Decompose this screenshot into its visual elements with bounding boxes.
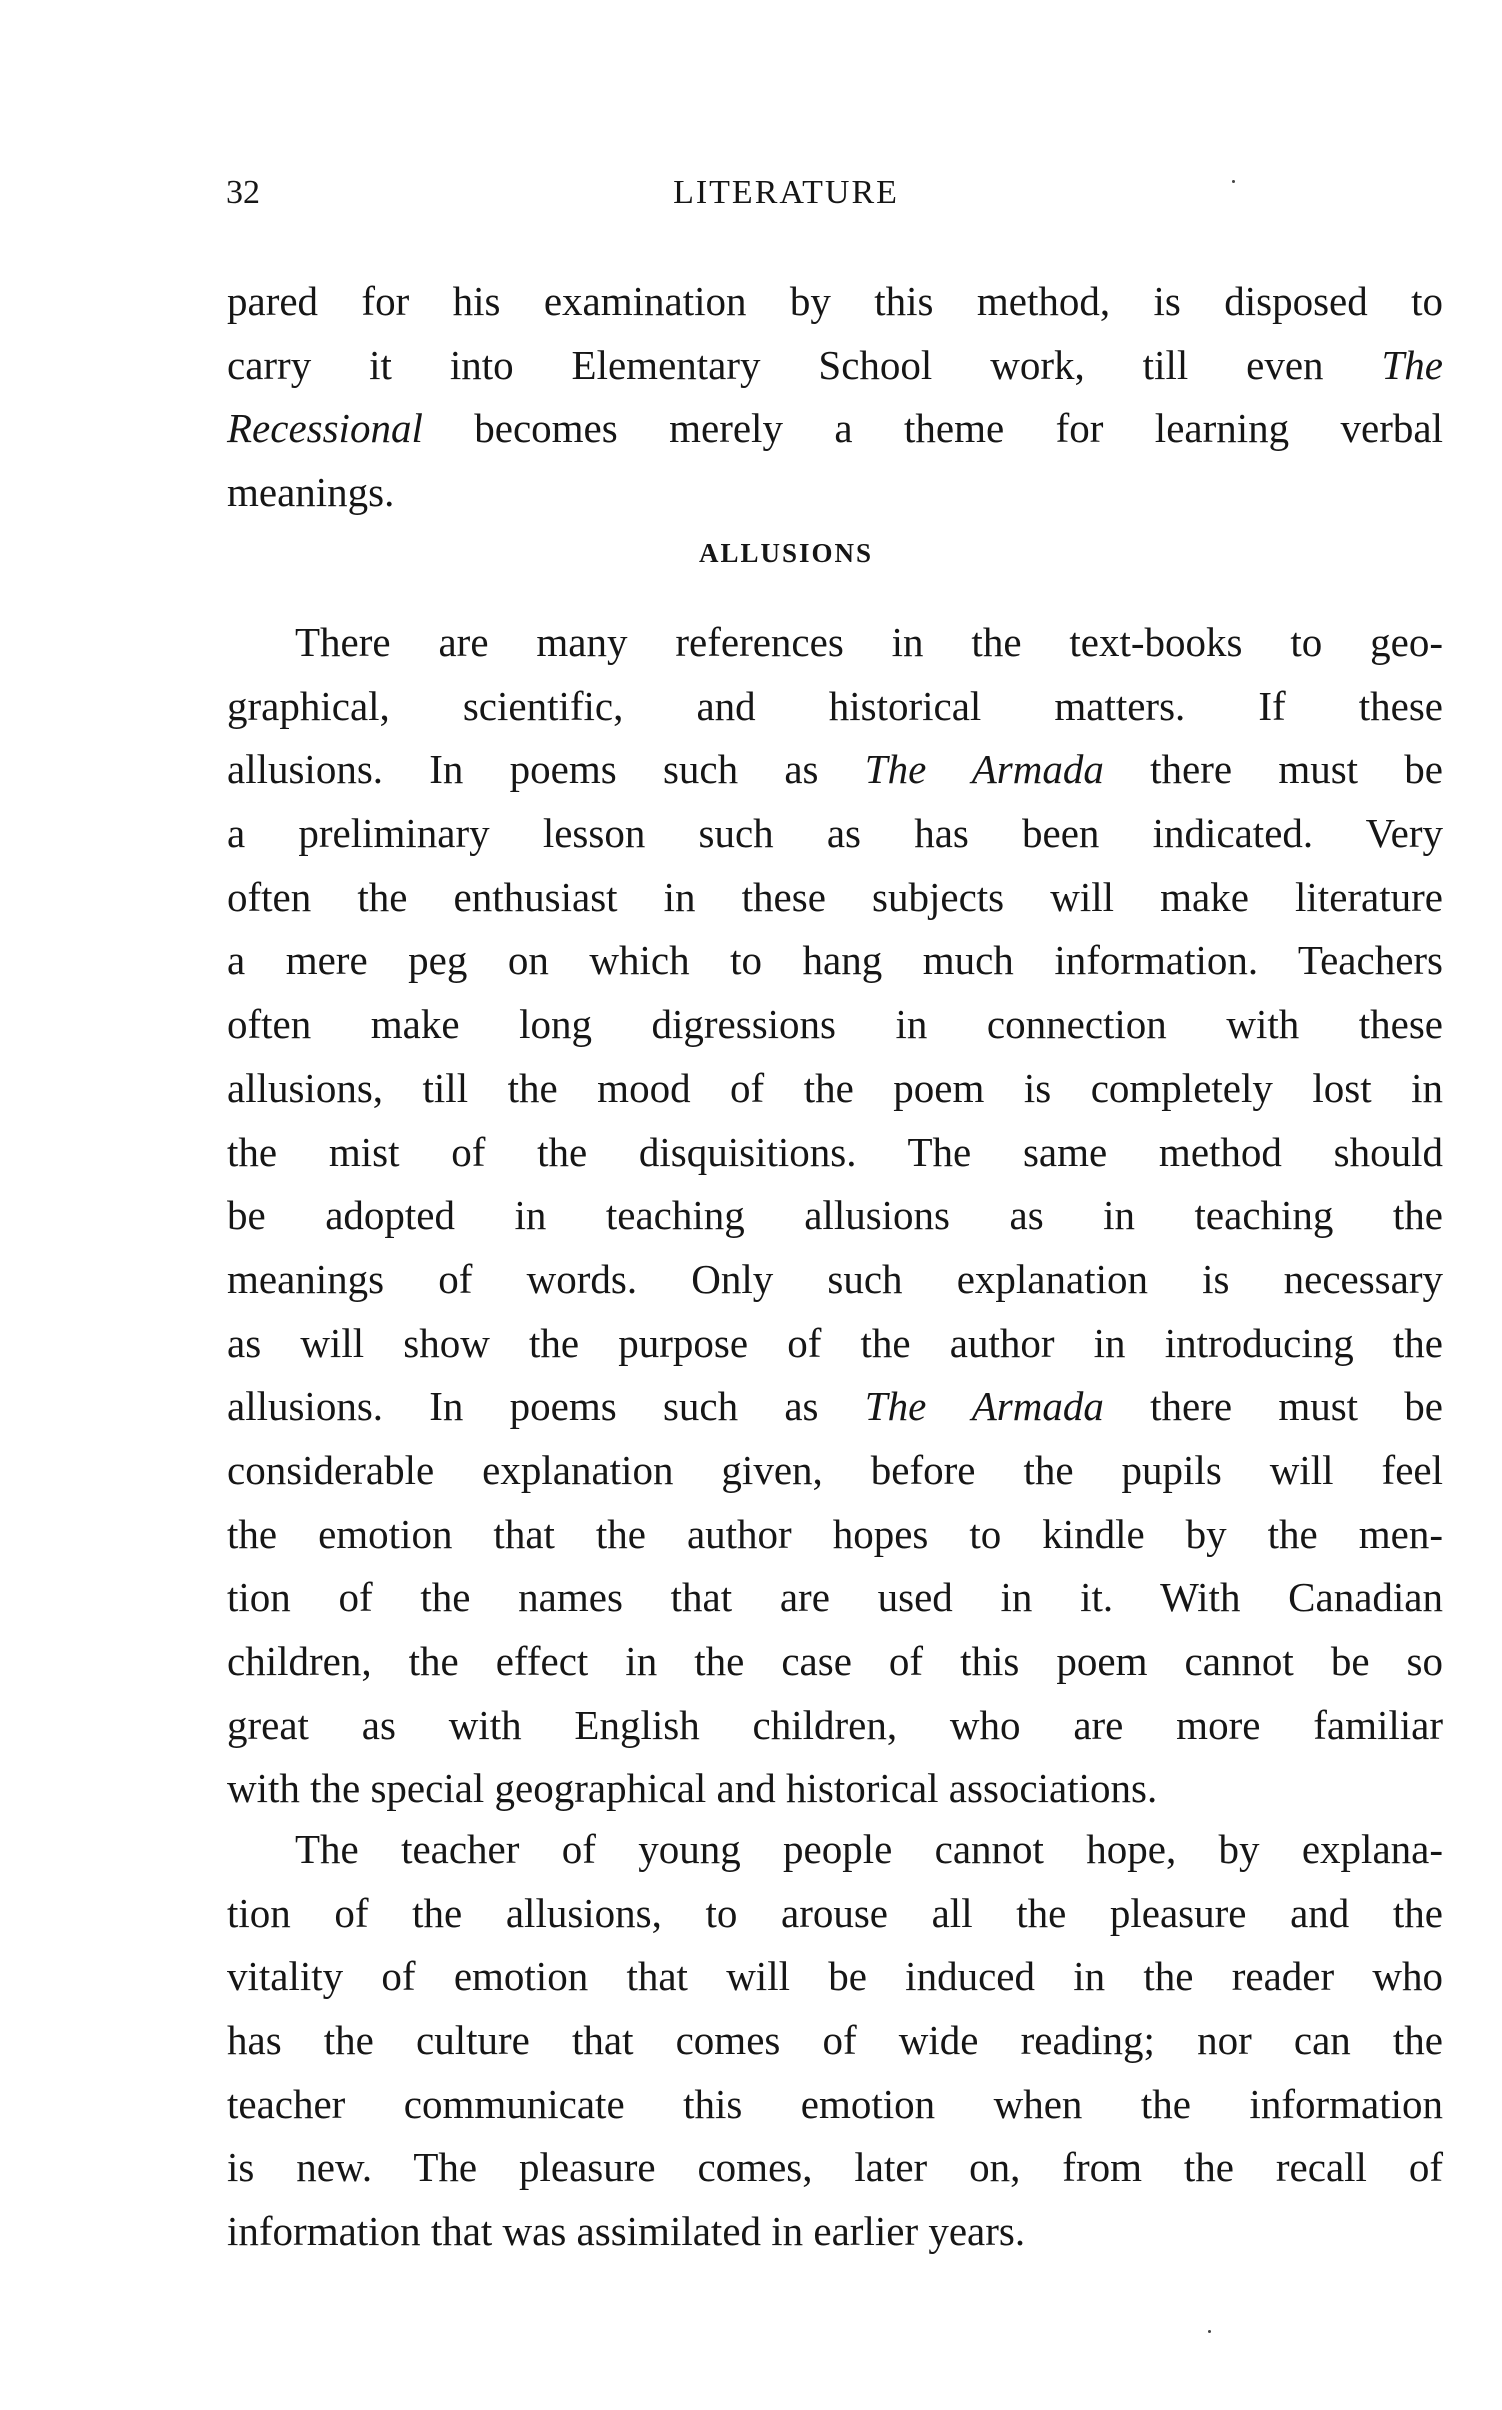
text-segment: carry it into Elementary School work, till even: [227, 341, 1382, 388]
text-segment: allusions. In poems such as: [227, 1383, 865, 1430]
text-line: [227, 1882, 1443, 1946]
text-line: [227, 1121, 1443, 1185]
text-segment: be adopted in teaching allusions as in teaching the: [227, 1192, 1443, 1239]
text-segment: There are many references in the text-books to geo-: [295, 619, 1443, 665]
text-line: [227, 802, 1443, 866]
text-line: [227, 1694, 1443, 1758]
text-segment: allusions, till the mood of the poem is completely lost in: [227, 1064, 1443, 1111]
print-speck: [1208, 2330, 1211, 2333]
text-line: [227, 1503, 1443, 1567]
text-line: [227, 1057, 1443, 1121]
text-line: [227, 675, 1443, 739]
running-title: LITERATURE: [673, 174, 899, 211]
text-segment: The teacher of young people cannot hope, by explana-: [295, 1826, 1443, 1872]
text-segment: is new. The pleasure comes, later on, from the recall of: [227, 2144, 1443, 2191]
text-segment: meanings.: [227, 469, 395, 516]
page-number: 32: [226, 174, 260, 211]
text-segment: allusions. In poems such as: [227, 746, 865, 793]
text-line: [227, 461, 1443, 525]
text-segment: becomes merely a theme for learning verbal: [422, 405, 1443, 452]
text-segment: teacher communicate this emotion when the information: [227, 2080, 1443, 2127]
text-segment: meanings of words. Only such explanation is necessary: [227, 1255, 1443, 1302]
text-line: [227, 1757, 1443, 1821]
text-line: [227, 2200, 1443, 2264]
text-segment: there must be: [1103, 1383, 1443, 1430]
text-line: [227, 1248, 1443, 1312]
text-segment: has the culture that comes of wide reading; nor can the: [227, 2017, 1443, 2064]
text-line: [227, 993, 1443, 1057]
text-line: [227, 1566, 1443, 1630]
text-line: [227, 1818, 1443, 1882]
text-segment: great as with English children, who are more familiar: [227, 1701, 1443, 1748]
text-line: [227, 929, 1443, 993]
text-segment: there must be: [1103, 746, 1443, 793]
text-line: [227, 2073, 1443, 2137]
text-segment: graphical, scientific, and historical matters. If these: [227, 682, 1443, 729]
section-heading: ALLUSIONS: [698, 538, 874, 568]
text-segment: with the special geographical and historical associations.: [227, 1765, 1158, 1812]
text-segment: pared for his examination by this method, is disposed to: [227, 278, 1443, 324]
text-segment: a preliminary lesson such as has been indicated. Very: [227, 810, 1443, 857]
text-line: [227, 270, 1443, 334]
text-line: [227, 1945, 1443, 2009]
print-speck: [1232, 180, 1235, 183]
text-line: [227, 1439, 1443, 1503]
text-line: [227, 1184, 1443, 1248]
text-segment: often the enthusiast in these subjects will make literature: [227, 873, 1443, 920]
text-segment: the emotion that the author hopes to kindle by the men-: [227, 1510, 1443, 1557]
text-line: [227, 2136, 1443, 2200]
text-segment: information that was assimilated in earlier years.: [227, 2208, 1026, 2255]
text-segment: a mere peg on which to hang much information. Teachers: [227, 937, 1443, 984]
text-segment: tion of the names that are used in it. With Canadian: [227, 1574, 1443, 1621]
text-segment: often make long digressions in connection with these: [227, 1001, 1443, 1048]
text-line: [227, 1312, 1443, 1376]
text-segment: vitality of emotion that will be induced in the reader who: [227, 1953, 1443, 2000]
italic-title: The Armada: [864, 746, 1104, 793]
paragraph: [227, 611, 1443, 1821]
italic-title: Recessional: [227, 405, 423, 452]
text-line: [227, 1375, 1443, 1439]
text-segment: as will show the purpose of the author in introducing the: [227, 1319, 1443, 1366]
text-segment: children, the effect in the case of this poem cannot be so: [227, 1638, 1443, 1684]
text-line: [227, 611, 1443, 675]
paragraph-continuation: [227, 270, 1443, 525]
italic-title: The: [1381, 341, 1443, 388]
text-segment: considerable explanation given, before the pupils will feel: [227, 1446, 1443, 1493]
text-segment: the mist of the disquisitions. The same method should: [227, 1128, 1443, 1175]
text-line: [227, 1630, 1443, 1694]
text-line: [227, 738, 1443, 802]
paragraph: [227, 1818, 1443, 2264]
italic-title: The Armada: [864, 1383, 1104, 1430]
text-line: [227, 397, 1443, 461]
text-line: [227, 866, 1443, 930]
text-line: [227, 334, 1443, 398]
text-segment: tion of the allusions, to arouse all the pleasure and the: [227, 1889, 1443, 1936]
text-line: [227, 2009, 1443, 2073]
